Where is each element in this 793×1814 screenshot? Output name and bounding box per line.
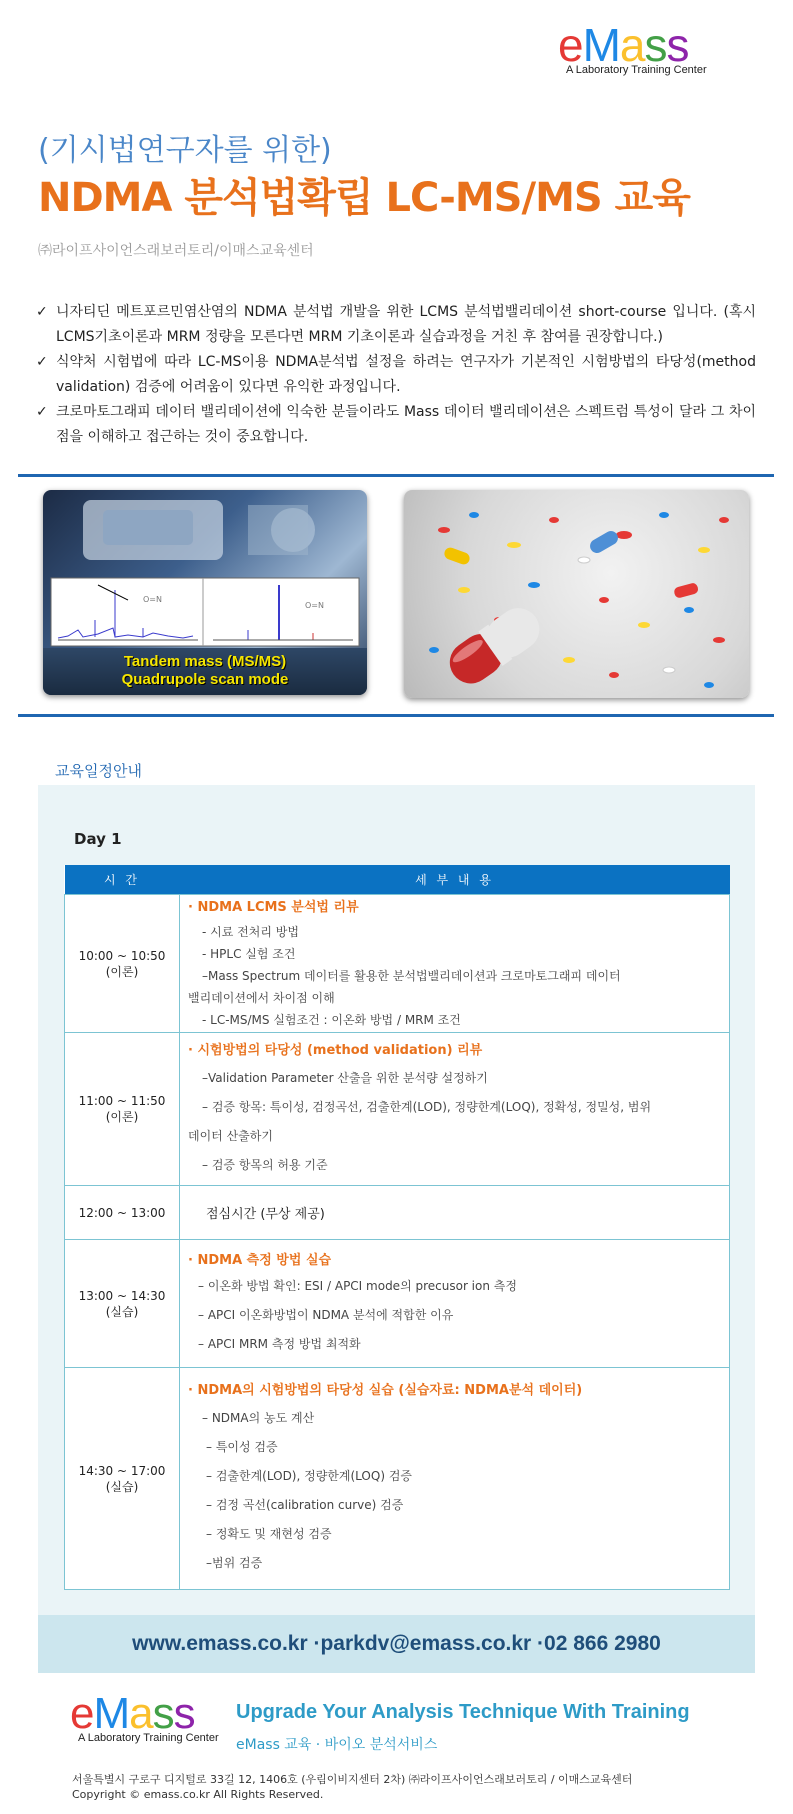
page-subtitle: (기시법연구자를 위한) [38,133,332,168]
header-logo [558,19,707,76]
logo-tagline: A Laboratory Training Center [78,1732,219,1744]
logo-tagline: A Laboratory Training Center [566,64,707,76]
svg-text:O=N: O=N [143,595,162,604]
footer-slogan: Upgrade Your Analysis Technique With Training [236,1701,690,1723]
logo-letter: M [582,19,620,71]
divider [18,474,774,477]
pills-illustration [404,490,749,698]
organization-name: ㈜라이프사이언스래보러토리/이매스교육센터 [38,243,314,259]
detail-cell: · 시험방법의 타당성 (method validation) 리뷰 –Validation Parameter 산출을 위한 분석량 설정하기 – 검증 항목: 특이성, 검정곡선, 검출한계(LOD), 정량한계(LOQ), 정확성, 정밀성, 범위 데이터 산출하기 – 검증 항목의 허용 기준 [180,1033,730,1186]
intro-item: ✓ 크로마토그래피 데이터 밸리데이션에 익숙한 분들이라도 Mass 데이터 밸리데이션은 스펙트럼 특성이 달라 그 차이점을 이해하고 접근하는 것이 중요합니다. [36,400,756,450]
pills-photo [404,490,749,698]
col-time-header: 시 간 [65,865,180,895]
schedule-section-title: 교육일정안내 [55,762,142,780]
schedule-table [64,865,730,1590]
instrument-photo [43,490,367,695]
big-capsule [442,600,548,692]
intro-item: ✓ 식약처 시험법에 따라 LC-MS이용 NDMA분석법 설정을 하려는 연구자가 기본적인 시험방법의 타당성(method validation) 검증에 어려움이 있다면 유익한 과정입니다. [36,350,756,400]
time-cell: 11:00 ~ 11:50 (이론) [65,1033,180,1186]
session-heading: · NDMA 측정 방법 실습 [188,1252,332,1268]
time-cell: 12:00 ~ 13:00 [65,1186,180,1240]
footer-services: eMass 교육 · 바이오 분석서비스 [236,1737,438,1753]
logo-letter: s [173,1689,195,1738]
detail-cell: · NDMA의 시험방법의 타당성 실습 (실습자료: NDMA분석 데이터) – NDMA의 농도 계산 – 특이성 검증 – 검출한계(LOD), 정량한계(LOQ) 검증 – 검정 곡선(calibration curve) 검증 – 정확도 및 재현성 검증 –범위 검증 [180,1368,730,1590]
logo-letter: s [152,1689,174,1738]
page-title: NDMA 분석법확립 LC-MS/MS 교육 [38,175,690,221]
check-icon: ✓ [36,354,48,370]
session-heading: · NDMA LCMS 분석법 리뷰 [188,900,359,915]
time-cell: 13:00 ~ 14:30 (실습) [65,1240,180,1368]
table-row [65,895,730,1033]
footer-logo [70,1689,219,1744]
lunch-label: 점심시간 (무상 제공) [206,1207,325,1222]
detail-cell: · NDMA 측정 방법 실습 – 이온화 방법 확인: ESI / APCI mode의 precusor ion 측정 – APCI 이온화방법이 NDMA 분석에 적합한 이유 – APCI MRM 측정 방법 최적화 [180,1240,730,1368]
check-icon: ✓ [36,304,48,320]
intro-item: ✓ 니자티딘 메트포르민염산염의 NDMA 분석법 개발을 위한 LCMS 분석법밸리데이션 short-course 입니다. (혹시 LCMS기초이론과 MRM 정량을 모른다면 MRM 기초이론과 실습과정을 거친 후 참여를 권장합니다.) [36,300,756,350]
table-row [65,1033,730,1186]
logo-letter: e [558,19,583,71]
table-row [65,1186,730,1240]
time-cell: 14:30 ~ 17:00 (실습) [65,1368,180,1590]
check-icon: ✓ [36,404,48,420]
session-heading: · NDMA의 시험방법의 타당성 실습 (실습자료: NDMA분석 데이터) [188,1383,583,1398]
detail-cell: · NDMA LCMS 분석법 리뷰 - 시료 전처리 방법 - HPLC 실험 조건 –Mass Spectrum 데이터를 활용한 분석법밸리데이션과 크로마토그래피 데이터 밸리데이션에서 차이점 이해 - LC-MS/MS 실험조건 : 이온화 방법 / MRM 조건 [180,895,730,1033]
logo-letter: s [666,19,689,71]
logo-letter: s [644,19,667,71]
logo-letter: e [70,1689,94,1738]
session-heading: · 시험방법의 타당성 (method validation) 리뷰 [188,1042,483,1058]
time-cell: 10:00 ~ 10:50 (이론) [65,895,180,1033]
logo-letter: a [619,19,645,71]
footer-address-block [72,1772,632,1802]
table-header-row [65,865,730,895]
divider [18,714,774,717]
detail-cell [180,1186,730,1240]
banner-line: Tandem mass (MS/MS) [123,653,287,670]
table-row [65,1368,730,1590]
col-detail-header: 세 부 내 용 [180,865,730,895]
intro-list [36,300,756,450]
svg-text:O=N: O=N [305,601,324,610]
footer-copyright: Copyright © emass.co.kr All Rights Reserved. [72,1788,324,1801]
logo-letter: a [129,1689,153,1738]
logo-letter: M [93,1689,130,1738]
footer-address: 서울특별시 구로구 디지털로 33길 12, 1406호 (우림이비지센터 2차) ㈜라이프사이언스래보러토리 / 이매스교육센터 [72,1773,633,1786]
banner-line: Quadrupole scan mode [121,671,289,688]
instrument-banner [43,648,367,695]
day-label: Day 1 [74,830,122,848]
contact-info[interactable]: www.emass.co.kr ·parkdv@emass.co.kr ·02 866 2980 [132,1632,661,1655]
table-row [65,1240,730,1368]
